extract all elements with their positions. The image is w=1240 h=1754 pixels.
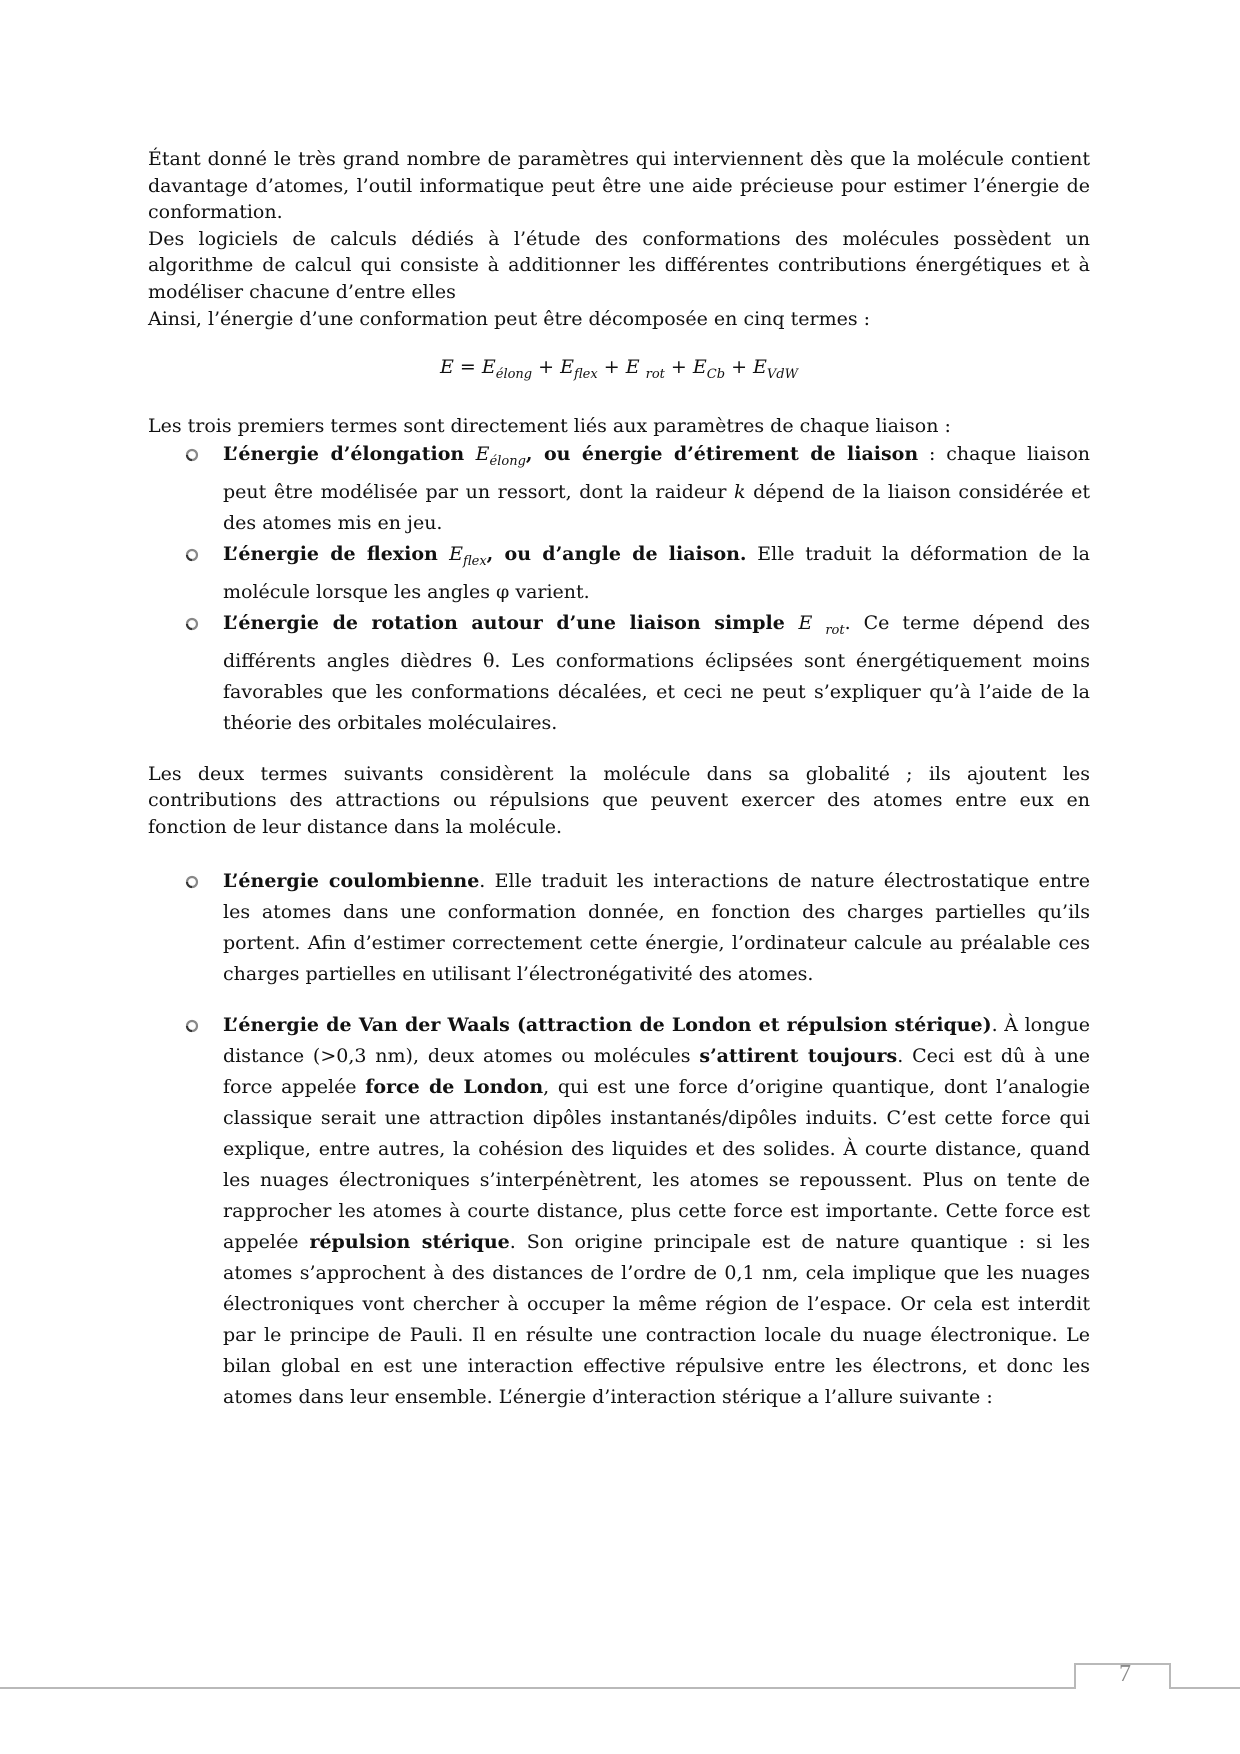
flexion-symbol: E (449, 542, 463, 565)
elongation-title-2: , ou énergie d’étirement de liaison (525, 443, 919, 466)
intro-paragraph-1: Étant donné le très grand nombre de paramètres qui interviennent dès que la molécule contient davantage d’atomes, l’outil informatique peut être une aide précieuse pour estimer l’énergie de conformation. (148, 148, 1090, 224)
formula-sub-elong: élong (495, 366, 533, 382)
formula-term-flex: E (560, 356, 574, 379)
rotation-text: . Ce terme dépend des différents angles dièdres θ. Les conformations éclipsées sont énergétiquement moins favorables que les conformations décalées, et ceci ne peut s’expliquer qu’à l’aide de la théorie des orbitales moléculaires. (223, 611, 1090, 734)
vdw-bold-london: force de London (365, 1076, 544, 1099)
formula-plus: + (532, 356, 561, 379)
rotation-title: L’énergie de rotation autour d’une liaison simple (223, 611, 799, 634)
elongation-text-2: dépend de la liaison considérée et des atomes mis en jeu. (223, 480, 1090, 534)
page-number: 7 (1119, 1661, 1131, 1687)
flexion-symbol-sub: flex (462, 553, 487, 569)
vdw-text-2: . Ceci est dû à une force appelée (223, 1045, 1091, 1099)
formula-term-cb: E (692, 356, 707, 379)
rotation-symbol: E (798, 611, 826, 634)
coulomb-text: . Elle traduit les interactions de nature électrostatique entre les atomes dans une conformation donnée, en fonction des charges partielles qu’ils portent. Afin d’estimer correctement cette énergie, l’ordinateur calcule au préalable ces charges partielles en utilisant l’électronégativité des atomes. (223, 870, 1091, 986)
elongation-text-1: : chaque liaison peut être modélisée par un ressort, dont la raideur (223, 443, 1090, 503)
formula-term-vdw: E (753, 356, 767, 379)
vdw-bold-attract: s’attirent toujours (699, 1045, 898, 1068)
formula-lhs: E = (440, 356, 482, 379)
vdw-text-1: . À longue distance (>0,3 nm), deux atomes ou molécules (223, 1014, 1090, 1068)
flexion-title: L’énergie de flexion (223, 542, 450, 565)
formula-plus: + (597, 356, 626, 379)
vdw-text-4: . Son origine principale est de nature quantique : si les atomes s’approchent à des distances de l’ordre de 0,1 nm, cela implique que les nuages électroniques vont chercher à occuper la même région de l’espace. Or cela est interdit par le principe de Pauli. Il en résulte une contraction locale du nuage électronique. Le bilan global en est une interaction effective répulsive entre les électrons, et donc les atomes dans leur ensemble. L’énergie d’interaction stérique a l’allure suivante : (223, 1231, 1090, 1409)
formula-plus: + (725, 356, 754, 379)
formula-term-elong: E (481, 356, 496, 379)
elongation-title: L’énergie d’élongation (223, 443, 476, 466)
coulomb-title: L’énergie coulombienne (223, 870, 480, 893)
formula-sub-cb: Cb (706, 366, 726, 382)
formula-plus: + (664, 356, 693, 379)
formula-sub-rot: rot (645, 366, 665, 382)
flexion-text: Elle traduit la déformation de la molécule lorsque les angles φ varient. (223, 542, 1090, 603)
elongation-symbol: E (475, 443, 490, 466)
vdw-bold-steric: répulsion stérique (309, 1231, 510, 1254)
next-terms-intro: Les deux termes suivants considèrent la molécule dans sa globalité ; ils ajoutent les contributions des attractions ou répulsions que peuvent exercer des atomes entre eux en fonction de leur distance dans la molécule. (148, 762, 1090, 838)
formula-sub-vdw: VdW (766, 366, 798, 382)
formula-sub-flex: flex (574, 366, 598, 382)
formula-term-rot: E (625, 356, 646, 379)
flexion-title-2: , ou d’angle de liaison. (486, 542, 747, 565)
vdw-text-3: , qui est une force d’origine quantique, dont l’analogie classique serait une attraction dipôles instantanés/dipôles induits. C’est cette force qui explique, entre autres, la cohésion des liquides et des solides. À courte distance, quand les nuages électroniques s’interpénètrent, les atomes se repoussent. Plus on tente de rapprocher les atomes à courte distance, plus cette force est importante. Cette force est appelée (223, 1076, 1090, 1254)
stiffness-symbol: k (734, 480, 746, 503)
rotation-symbol-sub: rot (825, 622, 845, 638)
intro-paragraph-2: Des logiciels de calculs dédiés à l’étude des conformations des molécules possèdent un algorithme de calcul qui consiste à additionner les différentes contributions énergétiques et à modéliser chacune d’entre elles (148, 227, 1090, 303)
intro-paragraph-3: Ainsi, l’énergie d’une conformation peut être décomposée en cinq termes : (148, 307, 871, 330)
elongation-symbol-sub: élong (489, 453, 526, 469)
first-terms-intro: Les trois premiers termes sont directement liés aux paramètres de chaque liaison : (148, 414, 951, 437)
vdw-title: L’énergie de Van der Waals (attraction de London et répulsion stérique) (223, 1014, 992, 1037)
